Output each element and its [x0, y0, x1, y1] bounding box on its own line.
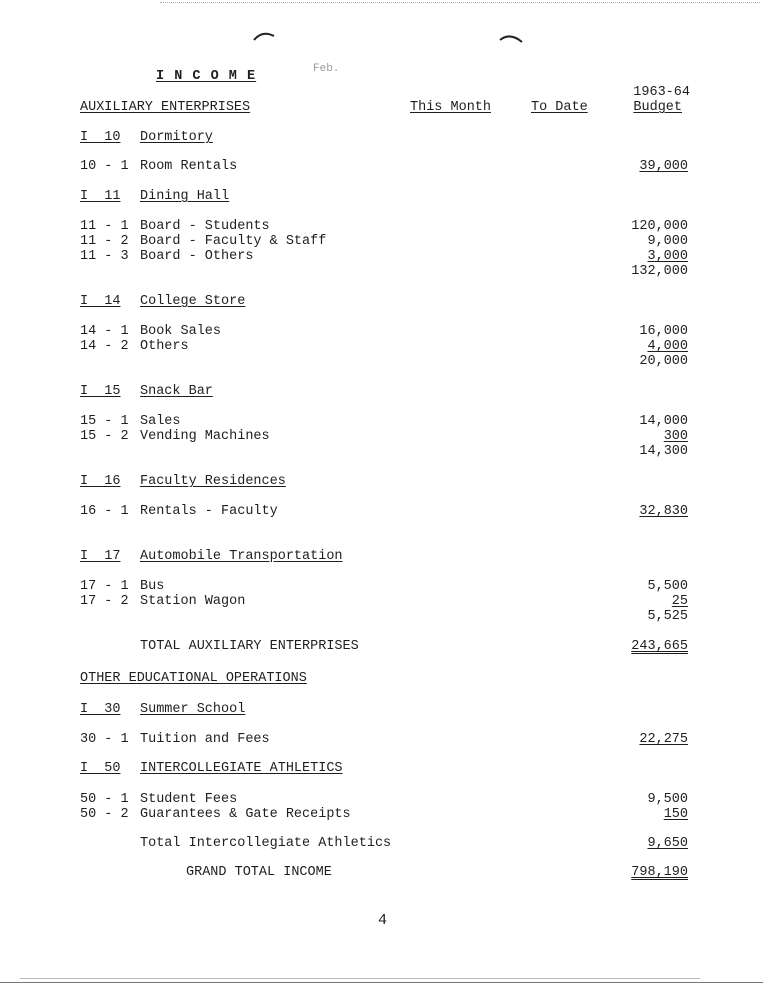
subtotal-amount: 5,525 [647, 609, 688, 624]
line-number: 30 - 1 [80, 732, 129, 747]
account-name: Dormitory [140, 130, 213, 145]
budget-amount: 4,000 [647, 339, 688, 354]
bottom-edge-line [0, 982, 763, 983]
budget-amount: 9,000 [647, 234, 688, 249]
budget-amount: 16,000 [639, 324, 688, 339]
punch-mark-right [498, 32, 524, 44]
line-label: Guarantees & Gate Receipts [140, 807, 351, 822]
budget-amount: 150 [663, 807, 688, 822]
line-number: 14 - 1 [80, 324, 129, 339]
section-heading-auxiliary: AUXILIARY ENTERPRISES [80, 100, 251, 115]
to-date-header: To Date [531, 100, 588, 115]
account-code: I 30 [80, 702, 121, 717]
line-label: Others [140, 339, 189, 354]
budget-amount: 3,000 [647, 249, 688, 264]
top-edge-dots [160, 2, 760, 3]
account-code: I 50 [80, 761, 121, 776]
budget-amount: 22,275 [639, 732, 688, 747]
budget-amount: 32,830 [639, 504, 688, 519]
account-name: Snack Bar [140, 384, 213, 399]
line-number: 14 - 2 [80, 339, 129, 354]
budget-amount: 5,500 [647, 579, 688, 594]
total-auxiliary-amount: 243,665 [631, 639, 688, 654]
line-number: 11 - 2 [80, 234, 129, 249]
this-month-header: This Month [410, 100, 492, 115]
budget-amount: 14,000 [639, 414, 688, 429]
budget-amount: 9,500 [647, 792, 688, 807]
account-name: Dining Hall [140, 189, 230, 204]
line-label: Rentals - Faculty [140, 504, 278, 519]
account-name: College Store [140, 294, 246, 309]
line-label: Bus [140, 579, 165, 594]
bottom-edge-line [20, 978, 700, 979]
subtotal-amount: 14,300 [639, 444, 688, 459]
account-code: I 17 [80, 549, 121, 564]
line-number: 15 - 1 [80, 414, 129, 429]
budget-amount: 39,000 [639, 159, 688, 174]
line-number: 11 - 1 [80, 219, 129, 234]
line-label: Vending Machines [140, 429, 270, 444]
account-name: Automobile Transportation [140, 549, 343, 564]
subtotal-amount: 132,000 [631, 264, 688, 279]
section-heading-other: OTHER EDUCATIONAL OPERATIONS [80, 671, 307, 686]
line-label: Board - Faculty & Staff [140, 234, 327, 249]
line-number: 10 - 1 [80, 159, 129, 174]
total-athletics-amount: 9,650 [647, 836, 688, 851]
account-code: I 15 [80, 384, 121, 399]
line-label: Board - Students [140, 219, 270, 234]
line-label: Board - Others [140, 249, 254, 264]
budget-header: Budget [633, 100, 682, 115]
line-label: Room Rentals [140, 159, 238, 174]
grand-total-amount: 798,190 [631, 865, 688, 880]
account-name: INTERCOLLEGIATE ATHLETICS [140, 761, 343, 776]
account-code: I 14 [80, 294, 121, 309]
account-code: I 11 [80, 189, 121, 204]
account-code: I 16 [80, 474, 121, 489]
account-name: Faculty Residences [140, 474, 286, 489]
faint-stamp: Feb. [313, 63, 340, 75]
line-number: 50 - 1 [80, 792, 129, 807]
line-number: 11 - 3 [80, 249, 129, 264]
account-name: Summer School [140, 702, 246, 717]
line-label: Sales [140, 414, 181, 429]
total-auxiliary-label: TOTAL AUXILIARY ENTERPRISES [140, 639, 359, 654]
page-number: 4 [378, 912, 388, 929]
line-number: 15 - 2 [80, 429, 129, 444]
grand-total-label: GRAND TOTAL INCOME [186, 865, 332, 880]
line-number: 16 - 1 [80, 504, 129, 519]
budget-amount: 120,000 [631, 219, 688, 234]
subtotal-amount: 20,000 [639, 354, 688, 369]
line-label: Station Wagon [140, 594, 246, 609]
account-code: I 10 [80, 130, 121, 145]
punch-mark-left [252, 30, 276, 42]
budget-amount: 300 [663, 429, 688, 444]
line-label: Book Sales [140, 324, 222, 339]
line-number: 17 - 2 [80, 594, 129, 609]
budget-amount: 25 [671, 594, 688, 609]
line-label: Tuition and Fees [140, 732, 270, 747]
total-athletics-label: Total Intercollegiate Athletics [140, 836, 392, 851]
line-label: Student Fees [140, 792, 238, 807]
page-title: I N C O M E [156, 69, 257, 84]
line-number: 50 - 2 [80, 807, 129, 822]
line-number: 17 - 1 [80, 579, 129, 594]
budget-year-header: 1963-64 [633, 85, 690, 100]
